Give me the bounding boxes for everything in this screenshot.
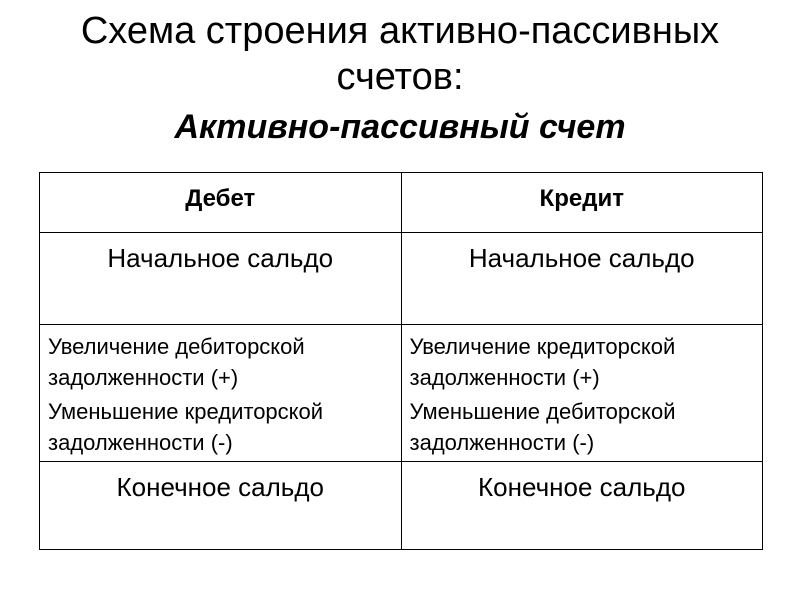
account-scheme-table bbox=[39, 172, 763, 550]
slide-subtitle: Активно-пассивный счет bbox=[174, 108, 626, 146]
debit-turnover-cell bbox=[40, 325, 402, 462]
header-row bbox=[40, 173, 763, 233]
credit-opening-balance: Начальное сальдо bbox=[401, 233, 763, 325]
closing-balance-row bbox=[40, 462, 763, 550]
credit-header: Кредит bbox=[401, 173, 763, 233]
title-line-1: Схема строения активно-пассивных bbox=[80, 10, 720, 52]
turnover-row bbox=[40, 325, 763, 462]
opening-balance-row bbox=[40, 233, 763, 325]
slide-title bbox=[0, 8, 800, 148]
title-line-2: счетов: bbox=[336, 56, 464, 98]
credit-closing-balance: Конечное сальдо bbox=[401, 462, 763, 550]
debit-header: Дебет bbox=[40, 173, 402, 233]
debit-turnover-item: Уменьшение кредиторской задолженности (-) bbox=[48, 399, 324, 455]
credit-turnover-item: Уменьшение дебиторской задолженности (-) bbox=[409, 399, 676, 455]
debit-turnover-item: Увеличение дебиторской задолженности (+) bbox=[48, 334, 305, 390]
debit-opening-balance: Начальное сальдо bbox=[40, 233, 402, 325]
debit-closing-balance: Конечное сальдо bbox=[40, 462, 402, 550]
credit-turnover-item: Увеличение кредиторской задолженности (+) bbox=[409, 334, 676, 390]
credit-turnover-cell bbox=[401, 325, 763, 462]
